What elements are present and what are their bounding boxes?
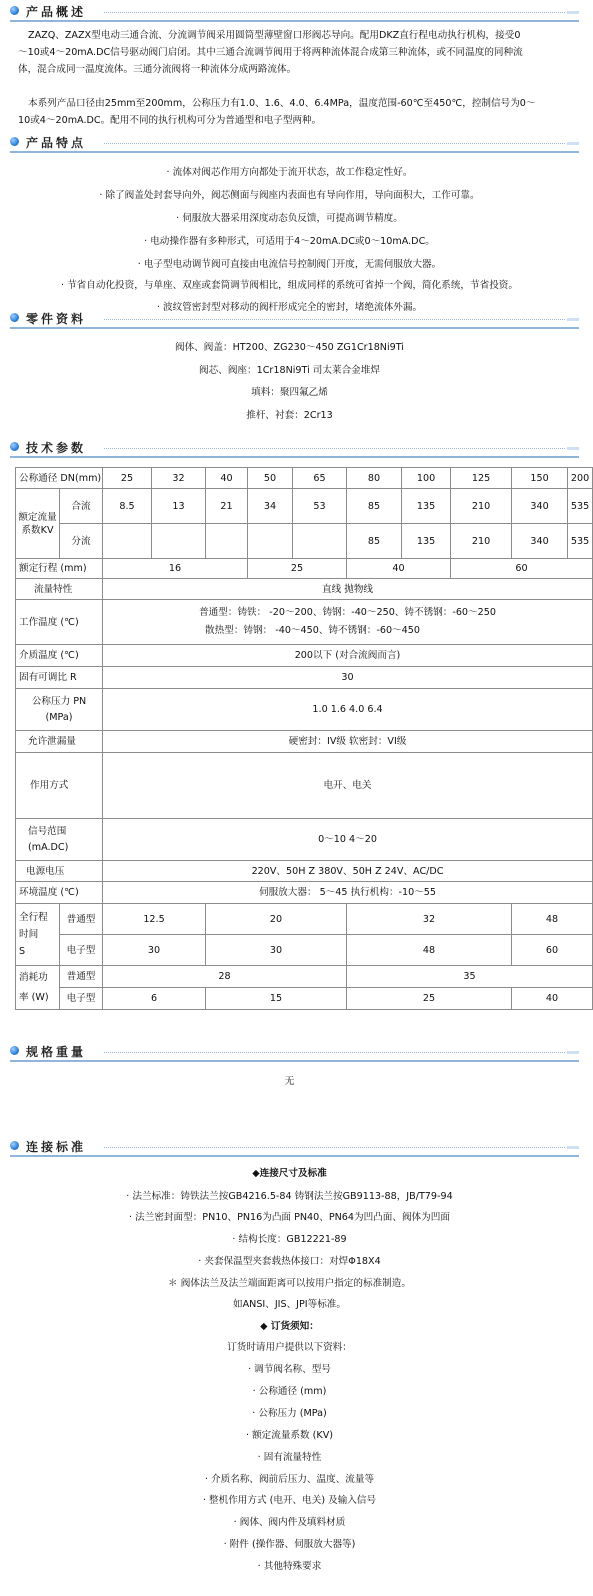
- bullet-icon: [10, 313, 19, 322]
- dn-cell: 50: [248, 468, 293, 489]
- table-row: [16, 524, 593, 559]
- divider: [104, 1147, 565, 1148]
- kv-cell: 210: [451, 489, 512, 524]
- divider-cap: [567, 11, 579, 14]
- divider: [104, 319, 565, 320]
- table-row: [16, 645, 593, 667]
- dn-cell: 40: [206, 468, 248, 489]
- consumption-cell: 15: [206, 988, 347, 1010]
- electronic-type-label: 电子型: [60, 988, 103, 1010]
- table-row: [16, 861, 593, 882]
- stroke-cell: 16: [103, 559, 248, 579]
- parts-item: 阀芯、阀座：1Cr18Ni9Ti 司太莱合金堆焊: [199, 365, 380, 376]
- consumption-cell: 25: [347, 988, 512, 1010]
- stroke-cell: 40: [347, 559, 451, 579]
- weight-value: 无: [284, 1076, 295, 1087]
- kv-cell: 210: [451, 524, 512, 559]
- stroke-time-label-line: 全行程: [19, 912, 48, 923]
- kv-cell: 340: [512, 489, 568, 524]
- section-header-connection: [0, 1135, 579, 1157]
- section-header-specs: [0, 436, 579, 458]
- table-row: [16, 966, 593, 988]
- table-row: [16, 988, 593, 1010]
- feature-item: · 节省自动化投资，与单座、双座或套筒调节阀相比，组成同样的系统可省掉一个阀，简化系统，节省投资。: [60, 280, 518, 291]
- divider: [104, 448, 565, 449]
- kv-cell: [248, 524, 293, 559]
- electronic-type-label: 电子型: [60, 935, 103, 966]
- text-line: 本系列产品口径由25mm至200mm，公称压力有1.0、1.6、4.0、6.4MPa，温度范围-60℃至450℃，控制信号为0～: [28, 98, 536, 109]
- parts-item: 推杆、衬套：2Cr13: [246, 410, 333, 421]
- pn-label-line: 公称压力 PN: [31, 695, 87, 707]
- kv-cell: 13: [152, 489, 206, 524]
- consumption-cell: 40: [512, 988, 593, 1010]
- env-label: 环境温度 (℃): [16, 882, 103, 904]
- order-item: · 额定流量系数 (KV): [245, 1430, 334, 1441]
- consumption-label-line: 消耗功: [19, 971, 48, 983]
- bullet-icon: [10, 1046, 19, 1055]
- dn-cell: 150: [512, 468, 568, 489]
- table-row: [16, 489, 593, 524]
- section-title: 技术参数: [26, 441, 87, 455]
- order-item: · 其他特殊要求: [257, 1561, 322, 1572]
- pn-label-line: (MPa): [45, 711, 73, 723]
- flow-char-value: 直线 抛物线: [103, 579, 593, 600]
- table-row: [16, 559, 593, 579]
- kv-cell: [206, 524, 248, 559]
- section-underline: [10, 327, 579, 329]
- dn-cell: 100: [402, 468, 451, 489]
- feature-item: · 流体对阀芯作用方向都处于流开状态，故工作稳定性好。: [166, 167, 413, 178]
- connection-item: ＊ 阀体法兰及法兰端面距离可以按用户指定的标准制造。: [168, 1278, 411, 1289]
- consumption-cell: 6: [103, 988, 206, 1010]
- parts-item: 阀体、阀盖：HT200、ZG230～450 ZG1Cr18Ni9Ti: [175, 342, 404, 353]
- divider-cap: [567, 1051, 579, 1054]
- connection-item: · 结构长度：GB12221-89: [232, 1234, 347, 1245]
- text-line: 体，混合成同一温度流体。三通分流阀将一种流体分成两路流体。: [18, 64, 297, 75]
- bullet-icon: [10, 1141, 19, 1150]
- action-label: 作用方式: [16, 753, 103, 819]
- consumption-cell: 35: [347, 966, 593, 988]
- work-temp-line: 普通型：铸铁： -20～200、铸钢：-40～250、铸不锈钢：-60～250: [199, 607, 496, 618]
- section-header-overview: [0, 0, 579, 22]
- connection-item: 如ANSI、JIS、JPI等标准。: [232, 1299, 346, 1310]
- table-row: [16, 753, 593, 819]
- stroke-time-cell: 30: [103, 935, 206, 966]
- kv-cell: 340: [512, 524, 568, 559]
- divider: [104, 12, 565, 13]
- consumption-label: [16, 966, 60, 1010]
- stroke-time-cell: 48: [512, 904, 593, 935]
- env-value: 伺服放大器： 5～45 执行机构：-10～55: [103, 882, 593, 904]
- kv-cell: 8.5: [103, 489, 152, 524]
- stroke-time-cell: 12.5: [103, 904, 206, 935]
- ratio-label: 固有可调比 R: [16, 667, 103, 689]
- feature-item: · 除了阀盖处封套导向外，阀芯侧面与阀座内表面也有导向作用，导向面积大，工作可靠。: [99, 190, 480, 201]
- stroke-time-cell: 48: [347, 935, 512, 966]
- stroke-label: 额定行程 (mm): [16, 559, 103, 579]
- order-item: · 公称通径 (mm): [252, 1386, 327, 1397]
- section-underline: [10, 1060, 579, 1062]
- stroke-cell: 60: [451, 559, 593, 579]
- order-item: · 阀体、阀内件及填料材质: [233, 1517, 346, 1528]
- overview-paragraph-2: [18, 95, 573, 129]
- kv-cell: 535: [568, 489, 593, 524]
- leak-value: 硬密封：IV级 软密封：VI级: [103, 731, 593, 753]
- media-temp-label: 介质温度 (℃): [16, 645, 103, 667]
- kv-label: 额定流量系数KV: [16, 489, 60, 559]
- connection-subtitle: ◆连接尺寸及标准: [252, 1168, 327, 1179]
- order-item: · 介质名称、阀前后压力、温度、流量等: [204, 1474, 375, 1485]
- feature-item: · 电子型电动调节阀可直接由电流信号控制阀门开度，无需伺服放大器。: [137, 259, 442, 270]
- stroke-cell: 25: [248, 559, 347, 579]
- kv-cell: [152, 524, 206, 559]
- dn-cell: 65: [293, 468, 347, 489]
- kv-cell: [103, 524, 152, 559]
- dn-cell: 25: [103, 468, 152, 489]
- section-header-parts: [0, 307, 579, 329]
- connection-item: · 夹套保温型夹套载热体接口：对焊Φ18X4: [198, 1256, 381, 1267]
- divider-cap: [567, 142, 579, 145]
- pn-value: 1.0 1.6 4.0 6.4: [103, 689, 593, 731]
- stroke-time-cell: 32: [347, 904, 512, 935]
- consumption-cell: 28: [103, 966, 347, 988]
- divider: [104, 1052, 565, 1053]
- flow-char-label: 流量特性: [16, 579, 103, 600]
- table-row: [16, 882, 593, 904]
- order-item: · 固有流量特性: [257, 1452, 322, 1463]
- dn-cell: 125: [451, 468, 512, 489]
- signal-label-line: 信号范围: [28, 825, 67, 837]
- stroke-time-label-line: 时间: [19, 929, 39, 940]
- section-title: 零件资料: [26, 312, 87, 326]
- work-temp-label: 工作温度 (℃): [16, 600, 103, 645]
- dn-cell: 200: [568, 468, 593, 489]
- leak-label: 允许泄漏量: [16, 731, 103, 753]
- dn-cell: 80: [347, 468, 402, 489]
- kv-cell: 21: [206, 489, 248, 524]
- signal-label: [16, 819, 103, 861]
- stroke-time-label-line: S: [19, 946, 26, 957]
- action-value: 电开、电关: [103, 753, 593, 819]
- divider: [104, 143, 565, 144]
- stroke-time-label: [16, 904, 60, 966]
- section-underline: [10, 456, 579, 458]
- section-title: 产品特点: [26, 136, 87, 150]
- bullet-icon: [10, 6, 19, 15]
- order-subtitle: ◆ 订货须知：: [260, 1321, 319, 1332]
- section-underline: [10, 1155, 579, 1157]
- normal-type-label: 普通型: [60, 966, 103, 988]
- table-row: [16, 731, 593, 753]
- bullet-icon: [10, 442, 19, 451]
- order-item: · 附件 (操作器、伺服放大器等): [223, 1539, 356, 1550]
- section-underline: [10, 20, 579, 22]
- ratio-value: 30: [103, 667, 593, 689]
- pn-label: [16, 689, 103, 731]
- kv-cell: 535: [568, 524, 593, 559]
- order-item: · 公称压力 (MPa): [252, 1408, 327, 1419]
- media-temp-value: 200以下 (对合流阀而言): [103, 645, 593, 667]
- table-row: [16, 667, 593, 689]
- divider-cap: [567, 318, 579, 321]
- dn-cell: 32: [152, 468, 206, 489]
- text-line: ZAZQ、ZAZX型电动三通合流、分流调节阀采用圆筒型薄壁窗口形阀芯导向。配用DKZ直行程电动执行机构，接受0: [28, 30, 521, 41]
- overview-paragraph-1: [18, 27, 573, 78]
- bullet-icon: [10, 137, 19, 146]
- connection-item: · 法兰密封面型：PN10、PN16为凸面 PN40、PN64为凹凸面、阀体为凹面: [129, 1212, 450, 1223]
- feature-item: · 波纹管密封型对移动的阀杆形成完全的密封，堵绝流体外漏。: [156, 302, 423, 313]
- section-title: 连接标准: [26, 1140, 87, 1154]
- table-row: [16, 579, 593, 600]
- order-item: · 整机作用方式 (电开、电关) 及输入信号: [202, 1495, 377, 1506]
- section-header-features: [0, 131, 579, 153]
- spec-table: [15, 467, 593, 1010]
- signal-value: 0～10 4～20: [103, 819, 593, 861]
- kv-cell: 85: [347, 524, 402, 559]
- section-title: 产品概述: [26, 5, 87, 19]
- table-row: [16, 600, 593, 645]
- text-line: 10或4～20mA.DC。配用不同的执行机构可分为普通型和电子型两种。: [18, 115, 322, 126]
- table-row: [16, 819, 593, 861]
- section-title: 规格重量: [26, 1045, 87, 1059]
- feature-item: · 伺服放大器采用深度动态负反馈，可提高调节精度。: [176, 213, 403, 224]
- section-header-weight: [0, 1040, 579, 1062]
- connection-item: · 法兰标准：铸铁法兰按GB4216.5-84 铸钢法兰按GB9113-88，JB/T79-94: [126, 1191, 453, 1202]
- order-item: · 调节阀名称、型号: [248, 1364, 331, 1375]
- divider-cap: [567, 447, 579, 450]
- power-value: 220V、50H Z 380V、50H Z 24V、AC/DC: [103, 861, 593, 882]
- kv-cell: 85: [347, 489, 402, 524]
- work-temp-value: [103, 600, 593, 645]
- table-row: [16, 689, 593, 731]
- dn-label: 公称通径 DN(mm): [16, 468, 103, 489]
- feature-item: · 电动操作器有多种形式，可适用于4～20mA.DC或0～10mA.DC。: [144, 236, 435, 247]
- kv-cell: 53: [293, 489, 347, 524]
- kv-split-label: 分流: [60, 524, 103, 559]
- consumption-label-line: 率 (W): [19, 991, 49, 1003]
- section-underline: [10, 151, 579, 153]
- stroke-time-cell: 60: [512, 935, 593, 966]
- kv-cell: [293, 524, 347, 559]
- divider-cap: [567, 1146, 579, 1149]
- stroke-time-cell: 30: [206, 935, 347, 966]
- table-row: [16, 904, 593, 935]
- table-row: [16, 468, 593, 489]
- text-line: ～10或4～20mA.DC信号驱动阀门启闭。其中三通合流调节阀用于将两种流体混合成第三种流体，或不同温度的同种流: [18, 47, 523, 58]
- normal-type-label: 普通型: [60, 904, 103, 935]
- parts-item: 填料：聚四氟乙烯: [251, 387, 328, 398]
- kv-cell: 34: [248, 489, 293, 524]
- kv-cell: 135: [402, 489, 451, 524]
- kv-cell: 135: [402, 524, 451, 559]
- stroke-time-cell: 20: [206, 904, 347, 935]
- signal-label-line: (mA.DC): [28, 841, 69, 853]
- work-temp-line: 散热型：铸钢： -40～450、铸不锈钢：-60～450: [205, 625, 420, 636]
- table-row: [16, 935, 593, 966]
- power-label: 电源电压: [16, 861, 103, 882]
- kv-merge-label: 合流: [60, 489, 103, 524]
- order-intro: 订货时请用户提供以下资料：: [227, 1342, 352, 1353]
